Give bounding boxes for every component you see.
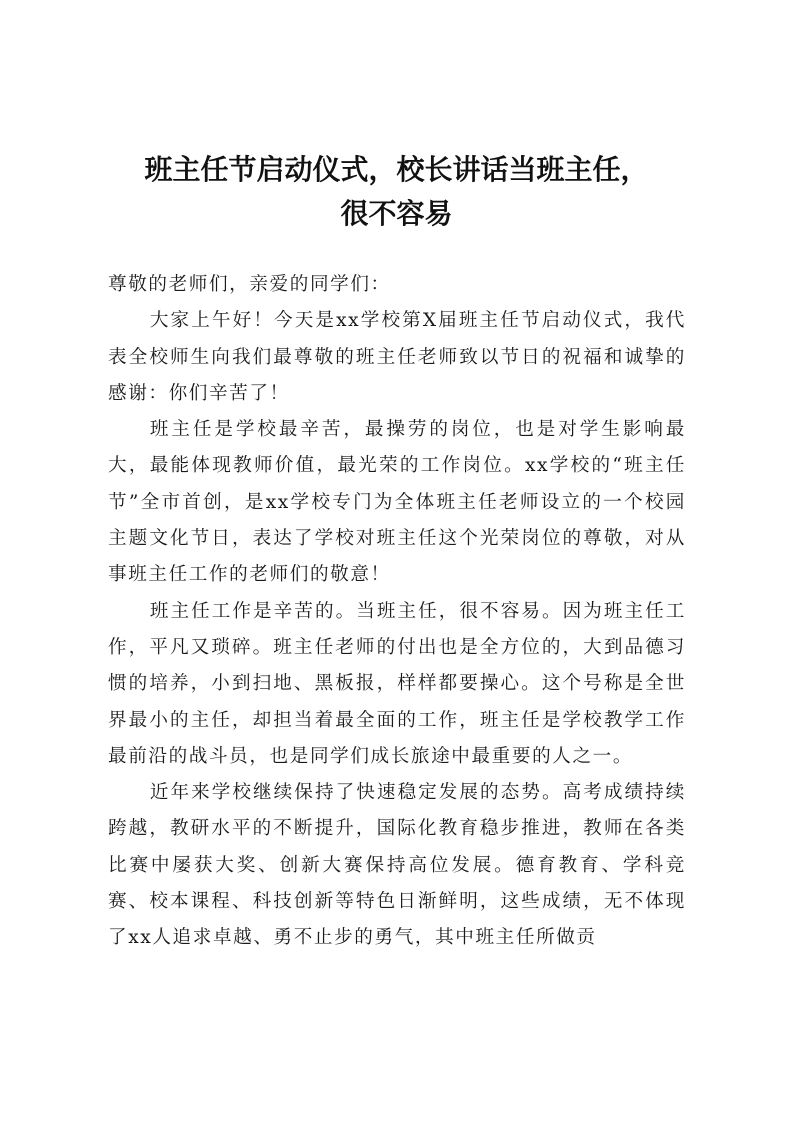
paragraph: 班主任是学校最辛苦，最操劳的岗位，也是对学生影响最大，最能体现教师价值，最光荣的工作岗位。xx学校的“班主任节”全市首创，是xx学校专门为全体班主任老师设立的一个校园主题文化节日，表达了学校对班主任这个光荣岗位的尊敬，对从事班主任工作的老师们的敬意！ [108,419,686,586]
document-body [108,267,686,957]
title-line: 班主任节启动仪式，校长讲话当班主任， [144,153,649,186]
salutation: 尊敬的老师们，亲爱的同学们： [108,274,391,295]
document-title [100,148,693,236]
paragraph: 班主任工作是辛苦的。当班主任，很不容易。因为班主任工作，平凡又琐碎。班主任老师的付出也是全方位的，大到品德习惯的培养，小到扫地、黑板报，样样都要操心。这个号称是全世界最小的主任，却担当着最全面的工作，班主任是学校教学工作最前沿的战斗员，也是同学们成长旅途中最重要的人之一。 [108,600,686,767]
title-line: 很不容易 [340,197,453,230]
paragraph: 近年来学校继续保持了快速稳定发展的态势。高考成绩持续跨越，教研水平的不断提升，国际化教育稳步推进，教师在各类比赛中屡获大奖、创新大赛保持高位发展。德育教育、学科竞赛、校本课程、科技创新等特色日渐鲜明，这些成绩，无不体现了xx人追求卓越、勇不止步的勇气，其中班主任所做贡 [108,782,686,949]
paragraph: 大家上午好！今天是xx学校第X届班主任节启动仪式，我代表全校师生向我们最尊敬的班主任老师致以节日的祝福和诚挚的感谢：你们辛苦了！ [108,310,686,404]
